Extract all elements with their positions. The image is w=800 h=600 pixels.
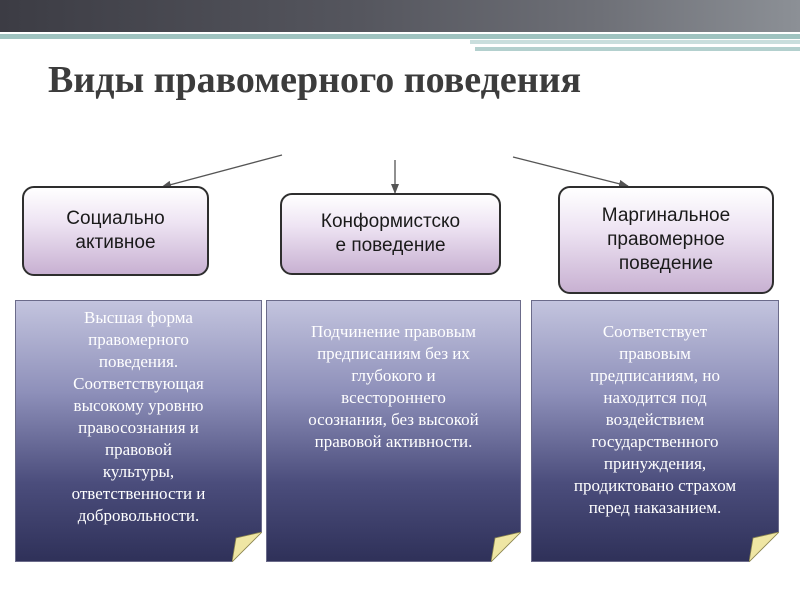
description-panel-conformist (266, 300, 521, 562)
page-fold-icon (232, 532, 262, 562)
category-box-marginal (558, 186, 774, 294)
page-fold-icon (749, 532, 779, 562)
description-text: Соответствует правовым предписаниям, но находится под воздействием государственного принуждения, продиктовано страхом перед наказанием. (573, 322, 737, 517)
category-label: Конформистско е поведение (320, 211, 461, 256)
description-text: Высшая форма правомерного поведения. Соответствующая высокому уровню правосознания и правовой культуры, ответственности и добровольности. (71, 308, 206, 525)
description-panel-socially-active (15, 300, 262, 562)
arrow-right (513, 157, 628, 186)
category-label: Социально активное (66, 208, 165, 253)
arrow-left (162, 155, 282, 187)
description-text: Подчинение правовым предписаниям без их глубокого и всестороннего осознания, без высокой правовой активности. (308, 322, 479, 451)
description-panel-marginal (531, 300, 779, 562)
page-fold-icon (491, 532, 521, 562)
category-label: Маргинальное правомерное поведение (601, 205, 731, 274)
category-box-socially-active (22, 186, 209, 276)
slide-title: Виды правомерного поведения (48, 59, 582, 101)
category-box-conformist (280, 193, 501, 275)
